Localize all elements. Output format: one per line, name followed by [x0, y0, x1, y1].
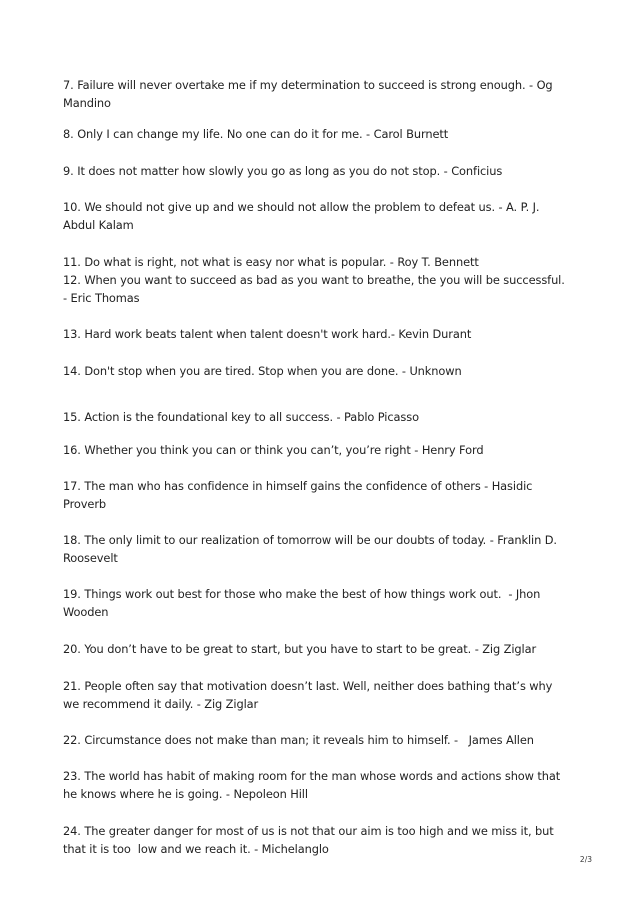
- quote-10: 10. We should not give up and we should not allow the problem to defeat us. - A. P. J. Abdul Kalam: [63, 200, 540, 232]
- page-number: 2/3: [579, 855, 592, 864]
- quote-17: 17. The man who has confidence in himself gains the confidence of others - Hasidic Proverb: [63, 479, 533, 511]
- quote-12: 12. When you want to succeed as bad as you want to breathe, the you will be successful. - Eric Thomas: [63, 273, 565, 305]
- quote-7: 7. Failure will never overtake me if my determination to succeed is strong enough. - Og Mandino: [63, 78, 553, 110]
- quote-13: 13. Hard work beats talent when talent doesn't work hard.- Kevin Durant: [63, 327, 472, 341]
- quote-19: 19. Things work out best for those who make the best of how things work out. - Jhon Wooden: [63, 587, 541, 619]
- quote-20: 20. You don’t have to be great to start, but you have to start to be great. - Zig Ziglar: [63, 642, 537, 656]
- quote-23: 23. The world has habit of making room for the man whose words and actions show that he knows where he is going. - Nepoleon Hill: [63, 769, 561, 801]
- quote-16: 16. Whether you think you can or think you can’t, you’re right - Henry Ford: [63, 443, 484, 457]
- quote-22: 22. Circumstance does not make than man; it reveals him to himself. - James Allen: [63, 733, 534, 747]
- quote-11: 11. Do what is right, not what is easy nor what is popular. - Roy T. Bennett: [63, 255, 479, 269]
- quote-9: 9. It does not matter how slowly you go as long as you do not stop. - Conficius: [63, 164, 503, 178]
- quote-15: 15. Action is the foundational key to all success. - Pablo Picasso: [63, 410, 419, 424]
- quote-21: 21. People often say that motivation doesn’t last. Well, neither does bathing that’s why we recommend it daily. - Zig Ziglar: [63, 679, 553, 711]
- quote-14: 14. Don't stop when you are tired. Stop when you are done. - Unknown: [63, 364, 462, 378]
- quote-8: 8. Only I can change my life. No one can do it for me. - Carol Burnett: [63, 127, 449, 141]
- quote-18: 18. The only limit to our realization of tomorrow will be our doubts of today. - Franklin D. Roosevelt: [63, 533, 557, 565]
- quote-24: 24. The greater danger for most of us is not that our aim is too high and we miss it, but that it is too low and we reach it. - Michelanglo: [63, 824, 554, 856]
